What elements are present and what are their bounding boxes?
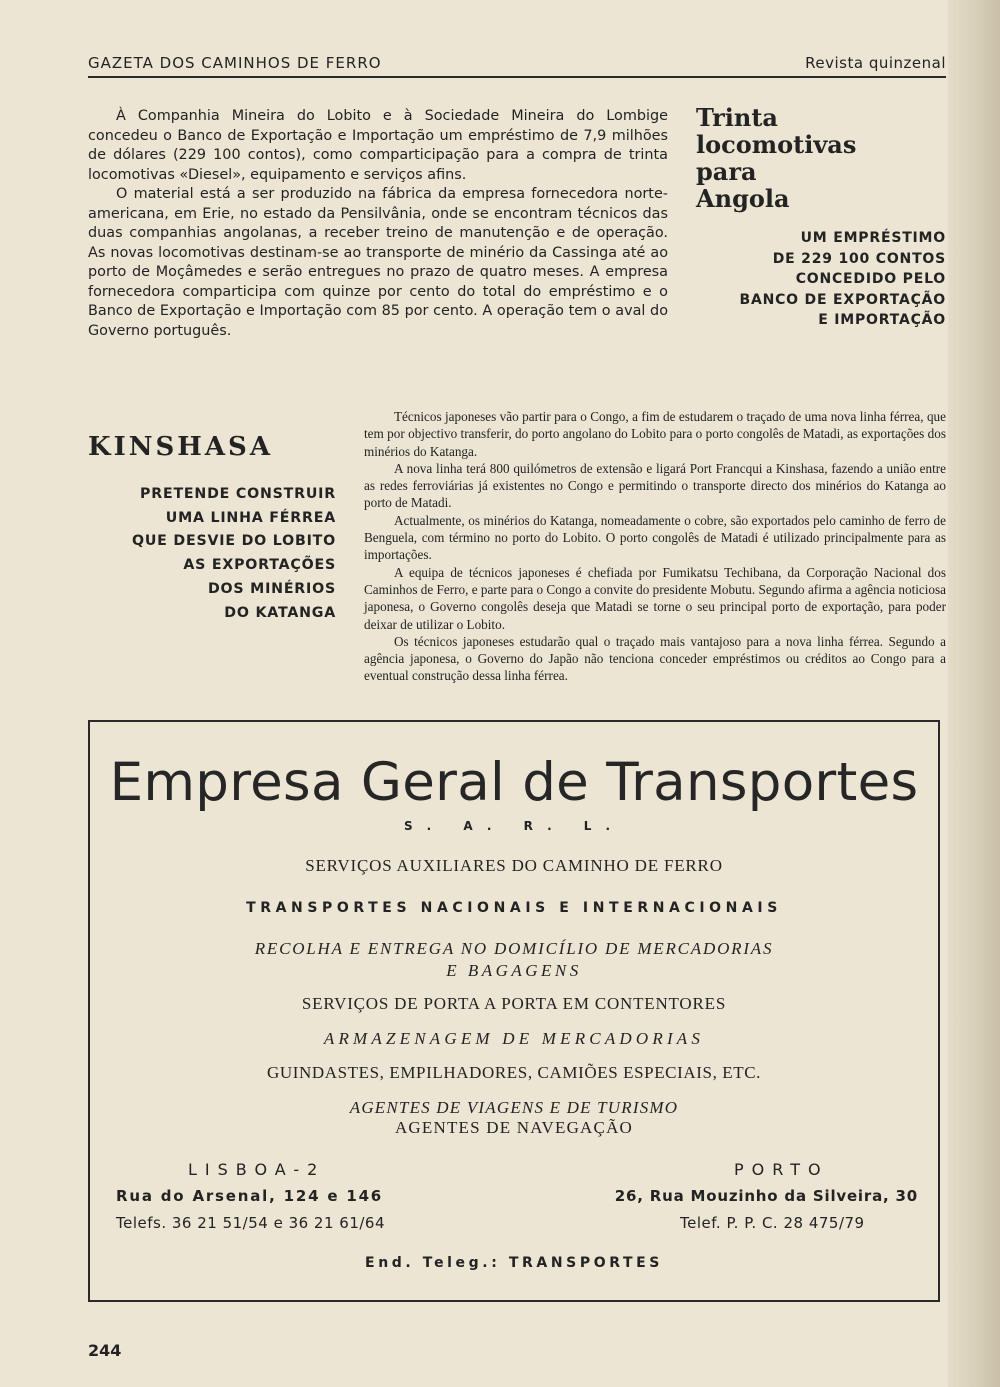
advertisement-box [88,720,940,1302]
ad-lisboa-city: LISBOA-2 [188,1160,326,1179]
article-locomotivas-body [88,107,668,341]
journal-frequency: Revista quinzenal [805,54,946,72]
ad-service-line: ARMAZENAGEM DE MERCADORIAS [323,1029,705,1048]
ad-telegraphic-address: End. Teleg.: TRANSPORTES [365,1255,663,1271]
ad-porto-address: 26, Rua Mouzinho da Silveira, 30 [614,1187,918,1205]
article-paragraph: Técnicos japoneses vão partir para o Congo, a fim de estudarem o traçado de uma nova linha férrea, que tem por objectivo transferir, do porto angolano do Lobito para o porto congolês de Matadi, as exportações dos minérios do Katanga. [364,409,946,459]
article-kinshasa-title: KINSHASA [88,432,273,462]
ad-lisboa-phone: Telefs. 36 21 51/54 e 36 21 61/64 [116,1214,386,1232]
article-kinshasa-body [364,408,946,685]
ad-lisboa-address: Rua do Arsenal, 124 e 146 [116,1187,384,1205]
ad-service-line: SERVIÇOS AUXILIARES DO CAMINHO DE FERRO [305,856,723,875]
article-paragraph: À Companhia Mineira do Lobito e à Sociedade Mineira do Lombige concedeu o Banco de Exportação e Importação um empréstimo de 7,9 milhões de dólares (229 100 contos), como comparticipação para a compra de trinta locomotivas «Diesel», equipamento e serviços afins. [88,108,668,183]
article-paragraph: Os técnicos japoneses estudarão qual o traçado mais vantajoso para a nova linha férrea. Segundo a agência japonesa, o Governo do Japão não tenciona conceder empréstimos ou créditos ao Congo para a eventual construção dessa linha férrea. [364,633,946,684]
ad-service-line: RECOLHA E ENTREGA NO DOMICÍLIO DE MERCADORIAS [254,939,774,958]
article-kinshasa-subtitle: PRETENDE CONSTRUIR UMA LINHA FÉRREA QUE DESVIE DO LOBITO AS EXPORTAÇÕES DOS MINÉRIOS DO KATANGA [132,486,336,621]
ad-service-line: GUINDASTES, EMPILHADORES, CAMIÕES ESPECIAIS, ETC. [266,1063,762,1082]
ad-service-line: AGENTES DE NAVEGAÇÃO [394,1118,634,1137]
page-number: 244 [88,1341,122,1360]
article-paragraph: O material está a ser produzido na fábrica da empresa fornecedora norte-americana, em Erie, no estado da Pensilvânia, onde se encontram técnicos das duas companhias angolanas, a receber treino de manutenção e de operação. As novas locomotivas destinam-se ao transporte de minério da Cassinga até ao porto de Moçâmedes e serão entregues no prazo de quatro meses. A empresa fornecedora comparticipa com quinze por cento do total do empréstimo e o Banco de Exportação e Importação com 85 por cento. A operação tem o aval do Governo português. [88,186,668,339]
page-header [88,52,946,78]
ad-company-name: Empresa Geral de Transportes [109,752,919,813]
article-locomotivas-title: Trinta locomotivas para Angola [696,103,857,213]
ad-porto-city: PORTO [734,1160,829,1179]
article-paragraph: Actualmente, os minérios do Katanga, nomeadamente o cobre, são exportados pelo caminho de ferro de Benguela, com término no porto do Lobito. O porto congolês de Matadi é utilizado principalmente para as importações. [364,512,946,563]
ad-porto-phone: Telef. P. P. C. 28 475/79 [680,1214,865,1232]
ad-service-line: SERVIÇOS DE PORTA A PORTA EM CONTENTORES [301,994,727,1013]
ad-service-line: AGENTES DE VIAGENS E DE TURISMO [349,1098,679,1117]
article-locomotivas-subtitle: UM EMPRÉSTIMO DE 229 100 CONTOS CONCEDIDO PELO BANCO DE EXPORTAÇÃO E IMPORTAÇÃO [739,230,946,328]
article-paragraph: A nova linha terá 800 quilómetros de extensão e ligará Port Francqui a Kinshasa, fazendo a união entre as redes ferroviárias já existentes no Congo e permitindo o transporte directo dos minérios do Katanga ao porto de Matadi. [364,460,946,511]
journal-title: GAZETA DOS CAMINHOS DE FERRO [88,54,382,72]
article-paragraph: A equipa de técnicos japoneses é chefiada por Fumikatsu Techibana, da Corporação Nacional dos Caminhos de Ferro, e parte para o Congo a convite do presidente Mobutu. Segundo afirma a agência noticiosa japonesa, o Governo congolês deseja que Matadi se torne o seu principal porto de exportação, para poder deixar de utilizar o Lobito. [364,564,946,632]
ad-service-line: TRANSPORTES NACIONAIS E INTERNACIONAIS [246,900,782,916]
page-edge-shadow [948,0,1000,1387]
ad-company-type: S. A. R. L. [403,819,625,833]
ad-service-line: E BAGAGENS [446,961,582,980]
